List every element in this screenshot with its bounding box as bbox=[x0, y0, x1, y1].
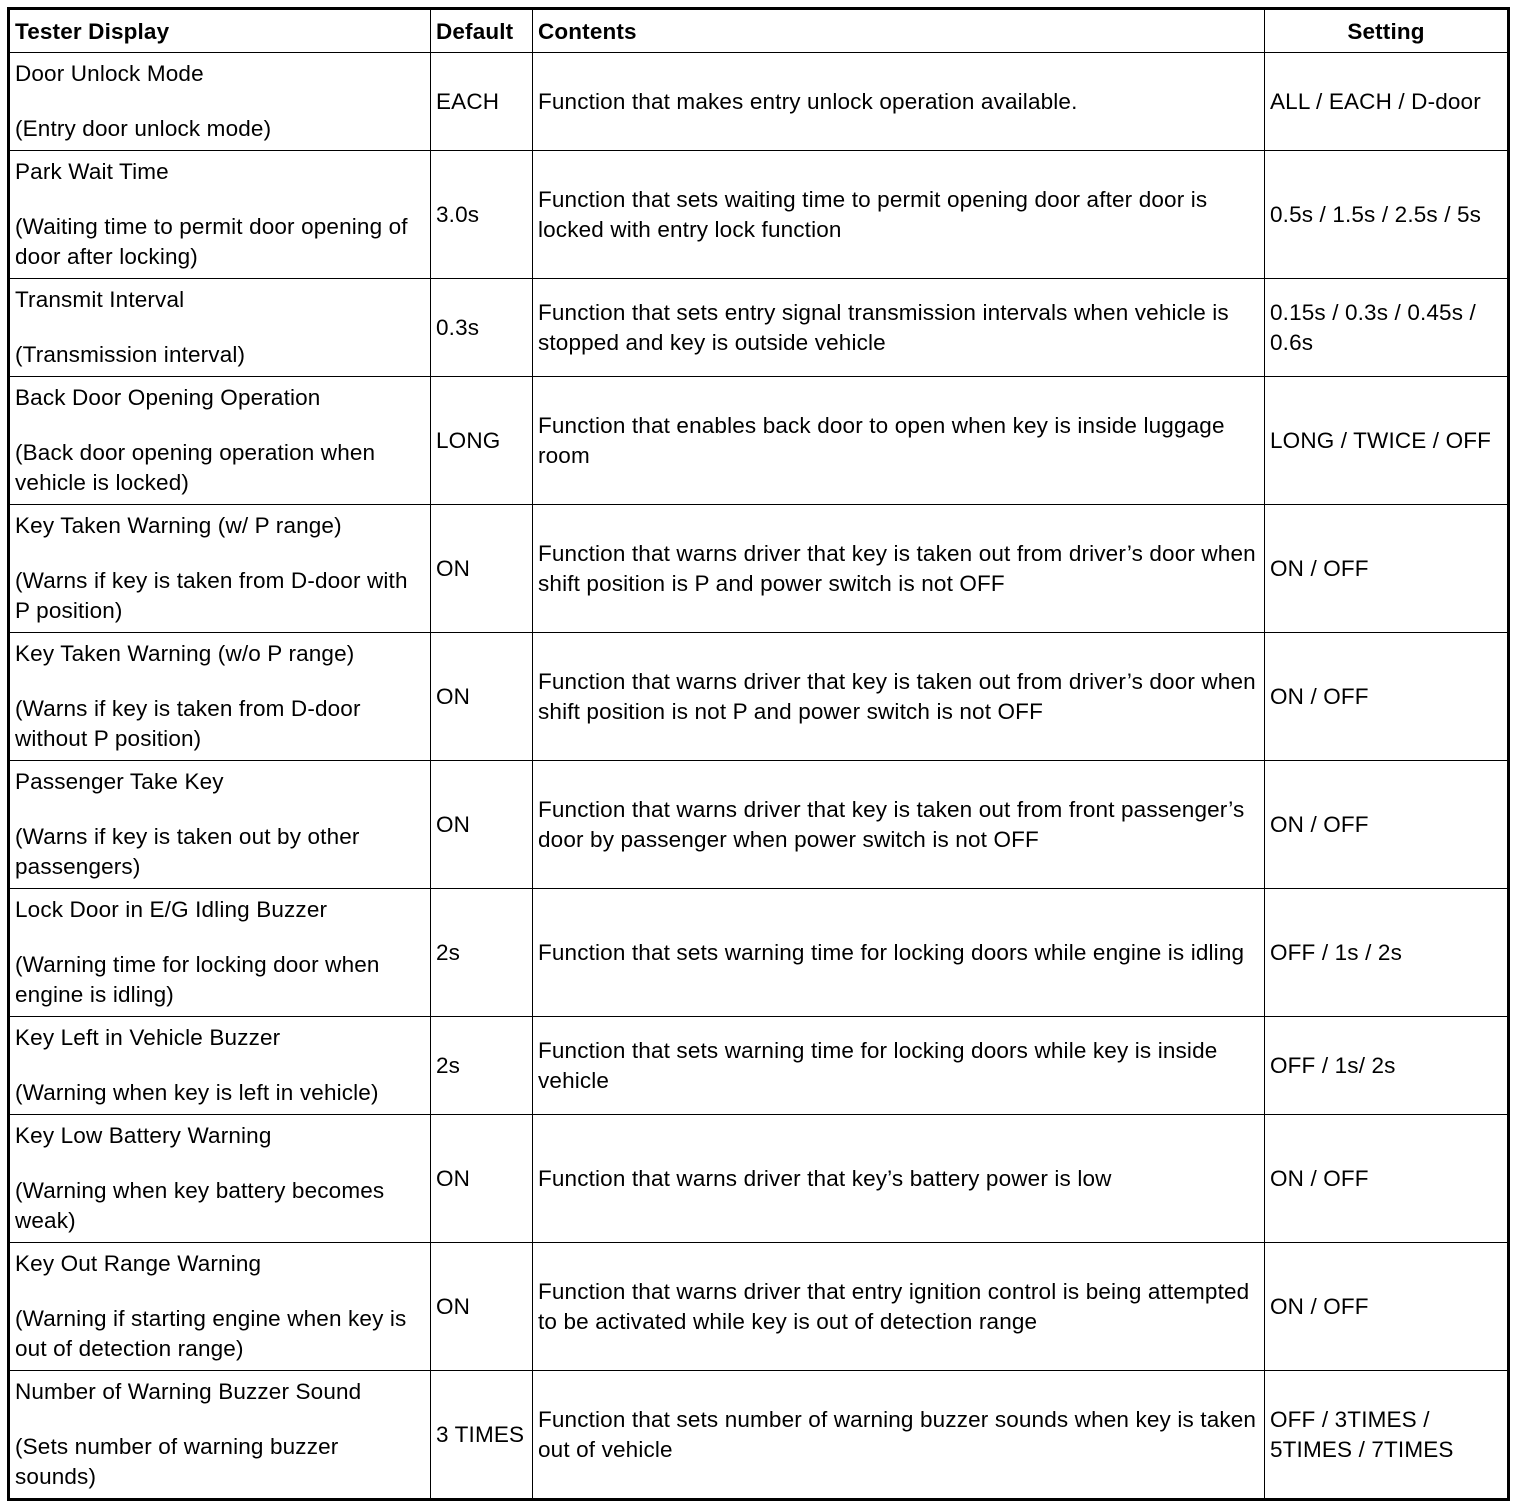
contents-cell: Function that sets waiting time to permit opening door after door is locked with entry lock function bbox=[533, 151, 1265, 279]
table-row bbox=[9, 889, 1509, 1017]
table-row bbox=[9, 377, 1509, 505]
default-cell: LONG bbox=[431, 377, 533, 505]
contents-cell: Function that sets entry signal transmission intervals when vehicle is stopped and key is outside vehicle bbox=[533, 279, 1265, 377]
table-row bbox=[9, 1017, 1509, 1115]
default-cell: ON bbox=[431, 761, 533, 889]
display-description: (Warning when key is left in vehicle) bbox=[15, 1080, 379, 1105]
setting-cell: 0.5s / 1.5s / 2.5s / 5s bbox=[1265, 151, 1509, 279]
table-row bbox=[9, 53, 1509, 151]
table-row bbox=[9, 279, 1509, 377]
table-row bbox=[9, 761, 1509, 889]
display-description: (Warning when key battery becomes weak) bbox=[15, 1178, 385, 1233]
contents-cell: Function that warns driver that key is taken out from driver’s door when shift position is not P and power switch is not OFF bbox=[533, 633, 1265, 761]
default-cell: ON bbox=[431, 633, 533, 761]
contents-cell: Function that makes entry unlock operation available. bbox=[533, 53, 1265, 151]
display-description: (Warns if key is taken out by other passengers) bbox=[15, 824, 360, 879]
header-tester-display: Tester Display bbox=[9, 9, 431, 53]
display-name: Key Left in Vehicle Buzzer bbox=[15, 1025, 281, 1050]
contents-cell: Function that sets warning time for locking doors while key is inside vehicle bbox=[533, 1017, 1265, 1115]
setting-cell: ON / OFF bbox=[1265, 633, 1509, 761]
setting-cell: ALL / EACH / D-door bbox=[1265, 53, 1509, 151]
setting-cell: 0.15s / 0.3s / 0.45s / 0.6s bbox=[1265, 279, 1509, 377]
contents-cell: Function that warns driver that key’s battery power is low bbox=[533, 1115, 1265, 1243]
default-cell: ON bbox=[431, 1243, 533, 1371]
tester-display-cell bbox=[9, 889, 431, 1017]
header-default: Default bbox=[431, 9, 533, 53]
display-description: (Warns if key is taken from D-door without P position) bbox=[15, 696, 361, 751]
setting-cell: LONG / TWICE / OFF bbox=[1265, 377, 1509, 505]
tester-display-cell bbox=[9, 1115, 431, 1243]
display-name: Park Wait Time bbox=[15, 159, 169, 184]
default-cell: ON bbox=[431, 505, 533, 633]
table-row bbox=[9, 1115, 1509, 1243]
display-description: (Waiting time to permit door opening of door after locking) bbox=[15, 214, 408, 269]
tester-display-cell bbox=[9, 1371, 431, 1500]
display-name: Key Taken Warning (w/ P range) bbox=[15, 513, 342, 538]
table-row bbox=[9, 505, 1509, 633]
tester-display-cell bbox=[9, 505, 431, 633]
setting-cell: OFF / 3TIMES / 5TIMES / 7TIMES bbox=[1265, 1371, 1509, 1500]
header-row bbox=[9, 9, 1509, 53]
default-cell: 3.0s bbox=[431, 151, 533, 279]
contents-cell: Function that warns driver that key is taken out from front passenger’s door by passenger when power switch is not OFF bbox=[533, 761, 1265, 889]
default-cell: EACH bbox=[431, 53, 533, 151]
display-description: (Back door opening operation when vehicle is locked) bbox=[15, 440, 376, 495]
display-name: Door Unlock Mode bbox=[15, 61, 204, 86]
tester-display-cell bbox=[9, 761, 431, 889]
display-name: Lock Door in E/G Idling Buzzer bbox=[15, 897, 328, 922]
table-row bbox=[9, 633, 1509, 761]
header-contents: Contents bbox=[533, 9, 1265, 53]
display-description: (Transmission interval) bbox=[15, 342, 246, 367]
customize-settings-table bbox=[7, 7, 1510, 1501]
display-description: (Warns if key is taken from D-door with P position) bbox=[15, 568, 408, 623]
setting-cell: ON / OFF bbox=[1265, 1115, 1509, 1243]
contents-cell: Function that warns driver that key is taken out from driver’s door when shift position is P and power switch is not OFF bbox=[533, 505, 1265, 633]
setting-cell: ON / OFF bbox=[1265, 1243, 1509, 1371]
display-description: (Sets number of warning buzzer sounds) bbox=[15, 1434, 339, 1489]
header-setting: Setting bbox=[1265, 9, 1509, 53]
tester-display-cell bbox=[9, 151, 431, 279]
display-name: Key Low Battery Warning bbox=[15, 1123, 272, 1148]
tester-display-cell bbox=[9, 1243, 431, 1371]
tester-display-cell bbox=[9, 279, 431, 377]
display-description: (Warning time for locking door when engine is idling) bbox=[15, 952, 380, 1007]
setting-cell: OFF / 1s/ 2s bbox=[1265, 1017, 1509, 1115]
display-name: Passenger Take Key bbox=[15, 769, 224, 794]
tester-display-cell bbox=[9, 633, 431, 761]
tester-display-cell bbox=[9, 53, 431, 151]
setting-cell: ON / OFF bbox=[1265, 505, 1509, 633]
display-name: Back Door Opening Operation bbox=[15, 385, 321, 410]
display-name: Transmit Interval bbox=[15, 287, 185, 312]
default-cell: 2s bbox=[431, 889, 533, 1017]
default-cell: ON bbox=[431, 1115, 533, 1243]
display-name: Key Out Range Warning bbox=[15, 1251, 262, 1276]
contents-cell: Function that warns driver that entry ignition control is being attempted to be activated while key is out of detection range bbox=[533, 1243, 1265, 1371]
table-row bbox=[9, 1371, 1509, 1500]
default-cell: 3 TIMES bbox=[431, 1371, 533, 1500]
table-row bbox=[9, 151, 1509, 279]
setting-cell: ON / OFF bbox=[1265, 761, 1509, 889]
setting-cell: OFF / 1s / 2s bbox=[1265, 889, 1509, 1017]
tester-display-cell bbox=[9, 377, 431, 505]
tester-display-cell bbox=[9, 1017, 431, 1115]
table-row bbox=[9, 1243, 1509, 1371]
default-cell: 2s bbox=[431, 1017, 533, 1115]
display-name: Number of Warning Buzzer Sound bbox=[15, 1379, 362, 1404]
default-cell: 0.3s bbox=[431, 279, 533, 377]
contents-cell: Function that sets warning time for locking doors while engine is idling bbox=[533, 889, 1265, 1017]
display-name: Key Taken Warning (w/o P range) bbox=[15, 641, 355, 666]
contents-cell: Function that sets number of warning buzzer sounds when key is taken out of vehicle bbox=[533, 1371, 1265, 1500]
display-description: (Warning if starting engine when key is out of detection range) bbox=[15, 1306, 407, 1361]
contents-cell: Function that enables back door to open when key is inside luggage room bbox=[533, 377, 1265, 505]
display-description: (Entry door unlock mode) bbox=[15, 116, 272, 141]
